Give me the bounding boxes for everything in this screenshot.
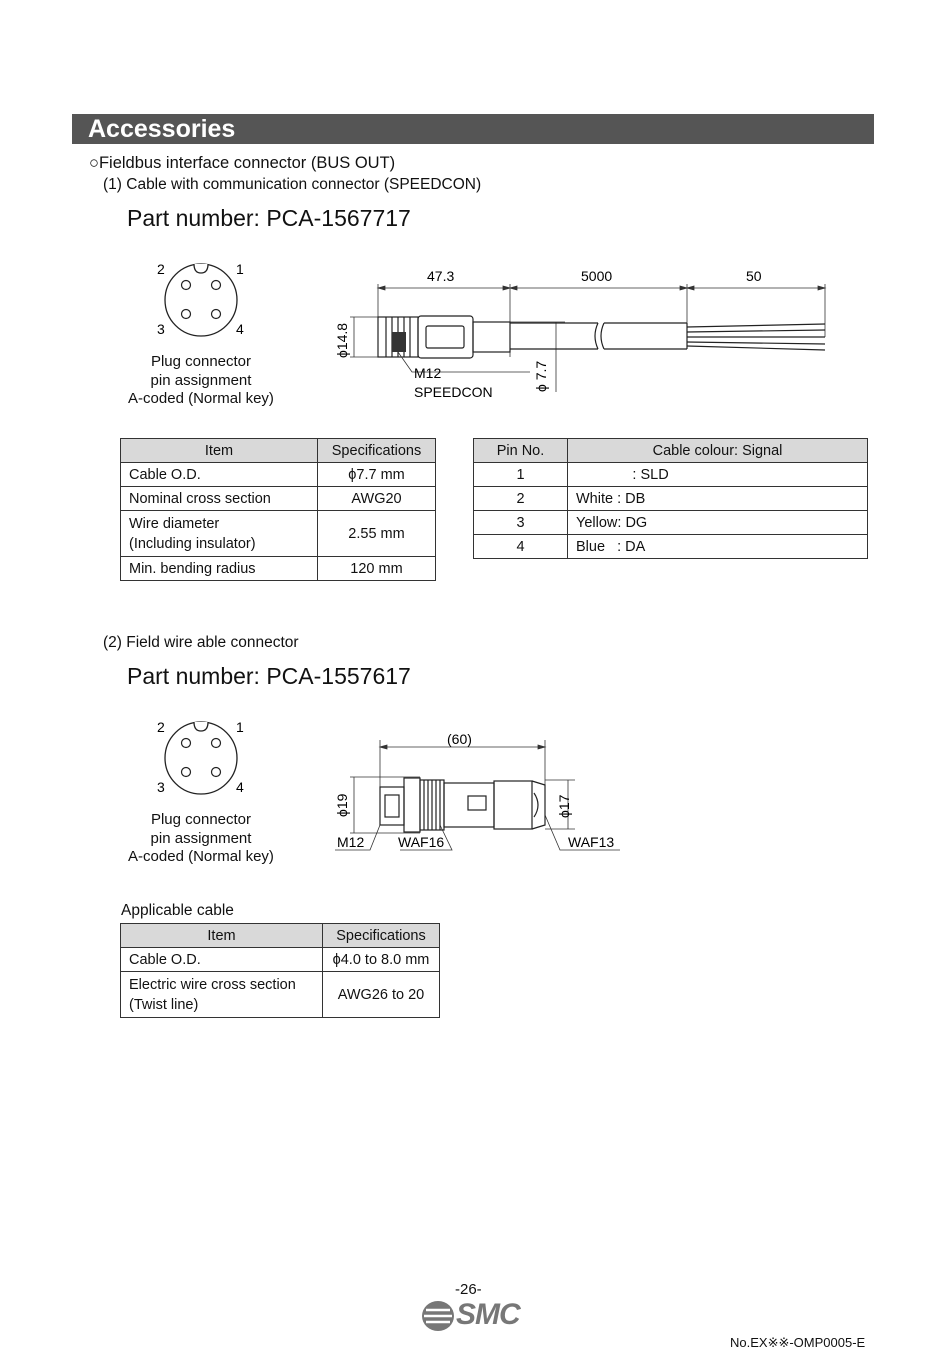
pin-label: 2	[157, 261, 165, 277]
cable-drawing-1	[330, 262, 840, 407]
table-cell: ϕ7.7 mm	[318, 463, 436, 487]
applicable-cable-title: Applicable cable	[121, 902, 234, 919]
cell-line: (Twist line)	[129, 996, 199, 1013]
table-cell: : SLD	[568, 463, 868, 487]
table-cell: 2	[474, 487, 568, 511]
table-cell: 1	[474, 463, 568, 487]
pin-label: 3	[157, 779, 165, 795]
dim-label: ϕ 7.7	[533, 360, 549, 392]
dim-label: ϕ14.8	[334, 322, 350, 358]
table-cell: AWG26 to 20	[323, 972, 440, 1018]
table-cell: Cable O.D.	[121, 463, 318, 487]
column-header: Specifications	[323, 924, 440, 948]
dim-label: 5000	[581, 268, 613, 284]
pin-label: 3	[157, 321, 165, 337]
dim-label: M12	[337, 834, 365, 850]
dim-label: WAF16	[398, 834, 445, 850]
pin-label: 4	[236, 321, 244, 337]
pin-assignment-diagram-2	[140, 713, 270, 803]
table-cell: AWG20	[318, 487, 436, 511]
pin-assignment-diagram-1	[140, 255, 270, 345]
smc-logo	[420, 1298, 530, 1334]
connector-drawing-2	[330, 725, 630, 855]
page-number: -26-	[455, 1281, 482, 1298]
table-cell	[121, 511, 318, 557]
pin-caption-2	[110, 811, 292, 867]
spec-table-2	[120, 923, 440, 1018]
table-row	[121, 487, 436, 511]
column-header: Specifications	[318, 439, 436, 463]
cell-line: Wire diameter	[129, 515, 220, 532]
subheading-2: (2) Field wire able connector	[103, 634, 299, 651]
heading: ○Fieldbus interface connector (BUS OUT)	[89, 154, 396, 172]
table-header-row	[474, 439, 868, 463]
table-cell: 2.55 mm	[318, 511, 436, 557]
table-row	[121, 511, 436, 557]
caption-line: Plug connector	[150, 353, 252, 370]
dim-label: 50	[746, 268, 762, 284]
cell-line: Electric wire cross section	[129, 976, 296, 993]
column-header: Item	[121, 439, 318, 463]
caption-line: Plug connector	[150, 811, 252, 828]
table-row	[474, 511, 868, 535]
column-header: Cable colour: Signal	[568, 439, 868, 463]
caption-line: A-coded (Normal key)	[128, 390, 274, 407]
table-cell: White : DB	[568, 487, 868, 511]
cell-line: (Including insulator)	[129, 535, 256, 552]
dim-label: M12	[414, 365, 442, 381]
pin-label: 1	[236, 261, 244, 277]
table-row	[121, 948, 440, 972]
table-cell: Min. bending radius	[121, 557, 318, 581]
pin-caption-1	[110, 353, 292, 409]
table-cell: 3	[474, 511, 568, 535]
table-cell: ϕ4.0 to 8.0 mm	[323, 948, 440, 972]
table-cell: Cable O.D.	[121, 948, 323, 972]
dim-label: ϕ19	[334, 793, 350, 817]
table-cell: 4	[474, 535, 568, 559]
caption-line: pin assignment	[150, 829, 252, 847]
spec-table-1	[120, 438, 436, 581]
part-number-1: Part number: PCA-1567717	[127, 205, 411, 231]
subheading-1: (1) Cable with communication connector (SPEEDCON)	[103, 176, 482, 193]
caption-line: A-coded (Normal key)	[128, 848, 274, 865]
table-row	[474, 535, 868, 559]
table-row	[474, 487, 868, 511]
document-number: No.EX※※-OMP0005-E	[730, 1335, 866, 1350]
table-header-row	[121, 924, 440, 948]
table-cell: Yellow: DG	[568, 511, 868, 535]
section-header	[72, 114, 874, 144]
dim-label: WAF13	[568, 834, 615, 850]
table-cell	[121, 972, 323, 1018]
dim-label: 47.3	[427, 268, 455, 284]
dim-label: (60)	[447, 731, 472, 747]
column-header: Pin No.	[474, 439, 568, 463]
dim-label: SPEEDCON	[414, 384, 493, 400]
table-row	[121, 463, 436, 487]
table-cell: 120 mm	[318, 557, 436, 581]
pin-signal-table	[473, 438, 868, 559]
pin-label: 2	[157, 719, 165, 735]
column-header: Item	[121, 924, 323, 948]
dim-label: ϕ17	[556, 794, 572, 818]
pin-label: 1	[236, 719, 244, 735]
table-header-row	[121, 439, 436, 463]
section-title: Accessories	[88, 115, 236, 143]
table-row	[121, 972, 440, 1018]
pin-label: 4	[236, 779, 244, 795]
caption-line: pin assignment	[150, 371, 252, 389]
part-number-2: Part number: PCA-1557617	[127, 663, 411, 689]
table-cell: Nominal cross section	[121, 487, 318, 511]
logo-text: SMC	[456, 1298, 520, 1331]
table-row	[121, 557, 436, 581]
table-cell: Blue : DA	[568, 535, 868, 559]
table-row	[474, 463, 868, 487]
